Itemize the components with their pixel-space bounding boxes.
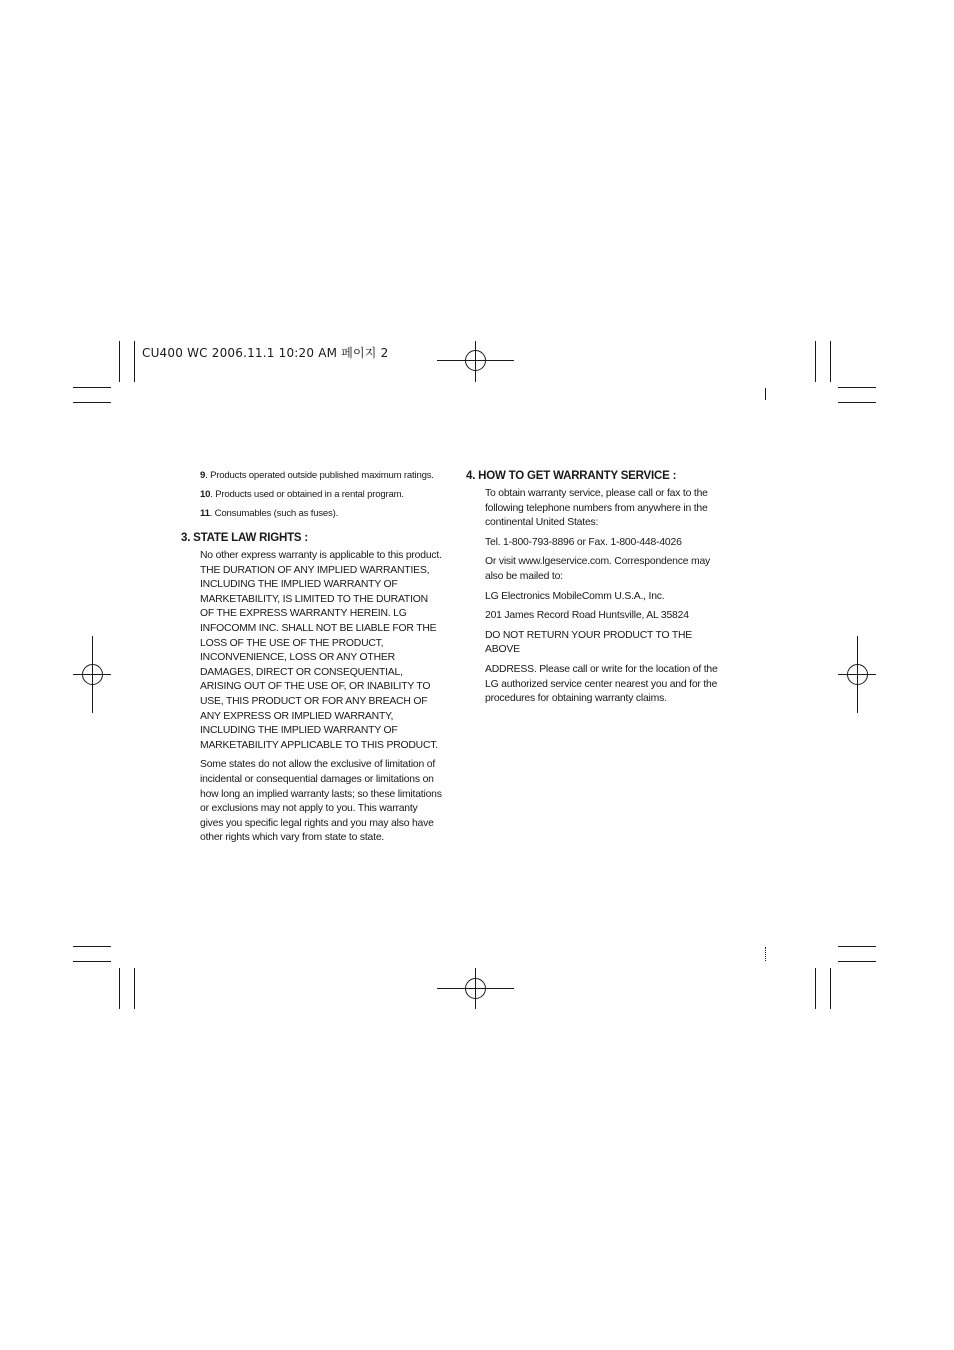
registration-mark-circle [847, 664, 868, 685]
state-law-paragraph: No other express warranty is applicable to this product. THE DURATION OF ANY IMPLIED WARRANTIES, INCLUDING THE IMPLIED WARRANTY OF MARKETABILITY, IS LIMITED TO THE DURATION OF THE EXPRESS WARRANTY HEREIN. LG INFOCOMM INC. SHALL NOT BE LIABLE FOR THE LOSS OF THE USE OF THE PRODUCT, INCONVENIENCE, LOSS OR ANY OTHER DAMAGES, DIRECT OR CONSEQUENTIAL, ARISING OUT OF THE USE OF, OR INABILITY TO USE, THIS PRODUCT OR FOR ANY BREACH OF ANY EXPRESS OR IMPLIED WARRANTY, INCLUDING THE IMPLIED WARRANTY OF MARKETABILITY APPLICABLE TO THIS PRODUCT. [200, 550, 442, 751]
crop-mark [73, 961, 111, 962]
section-heading-warranty-service: 4. HOW TO GET WARRANTY SERVICE : [466, 470, 677, 482]
warranty-service-paragraph: ADDRESS. Please call or write for the location of the LG authorized service center nearest you and for the procedures for obtaining warranty claims. [485, 663, 718, 705]
crop-mark [119, 341, 120, 382]
crop-mark [73, 387, 111, 388]
registration-mark-circle [82, 664, 103, 685]
crop-mark [815, 968, 816, 1009]
crop-mark [73, 402, 111, 403]
crop-mark [134, 968, 135, 1009]
warranty-service-phone: Tel. 1-800-793-8896 or Fax. 1-800-448-4026 [485, 536, 682, 548]
exclusion-item-10: 10. Products used or obtained in a rental program. [200, 489, 404, 500]
print-slug-line: CU400 WC 2006.11.1 10:20 AM 페이지 2 [142, 346, 389, 360]
warranty-service-company: LG Electronics MobileComm U.S.A., Inc. [485, 590, 665, 602]
crop-mark [73, 946, 111, 947]
crop-mark [838, 402, 876, 403]
left-column [181, 469, 443, 851]
warranty-service-website: Or visit www.lgeservice.com. Correspondence may also be mailed to: [485, 556, 711, 582]
crop-mark [815, 341, 816, 382]
section-heading-state-law-rights: 3. STATE LAW RIGHTS : [181, 532, 308, 544]
registration-mark-circle [465, 978, 486, 999]
crop-mark [830, 341, 831, 382]
warranty-service-address: 201 James Record Road Huntsville, AL 35824 [485, 610, 689, 622]
crop-mark [838, 387, 876, 388]
exclusion-item-11: 11. Consumables (such as fuses). [200, 508, 339, 519]
fold-mark [765, 388, 766, 400]
crop-mark [119, 968, 120, 1009]
registration-mark-circle [465, 350, 486, 371]
crop-mark [838, 946, 876, 947]
crop-mark [838, 961, 876, 962]
state-law-paragraph: Some states do not allow the exclusive of limitation of incidental or consequential damages or limitations on how long an implied warranty lasts; so these limitations or exclusions may not apply to you. This warranty gives you specific legal rights and you may also have other rights which vary from state to state. [200, 759, 442, 844]
exclusion-item-9: 9. Products operated outside published maximum ratings. [200, 470, 434, 481]
fold-mark-dotted [765, 947, 767, 961]
crop-mark [830, 968, 831, 1009]
warranty-service-notice: DO NOT RETURN YOUR PRODUCT TO THE ABOVE [485, 629, 693, 656]
crop-mark [134, 341, 135, 382]
right-column [466, 469, 724, 712]
warranty-service-paragraph: To obtain warranty service, please call or fax to the following telephone numbers from anywhere in the continental United States: [485, 488, 708, 529]
